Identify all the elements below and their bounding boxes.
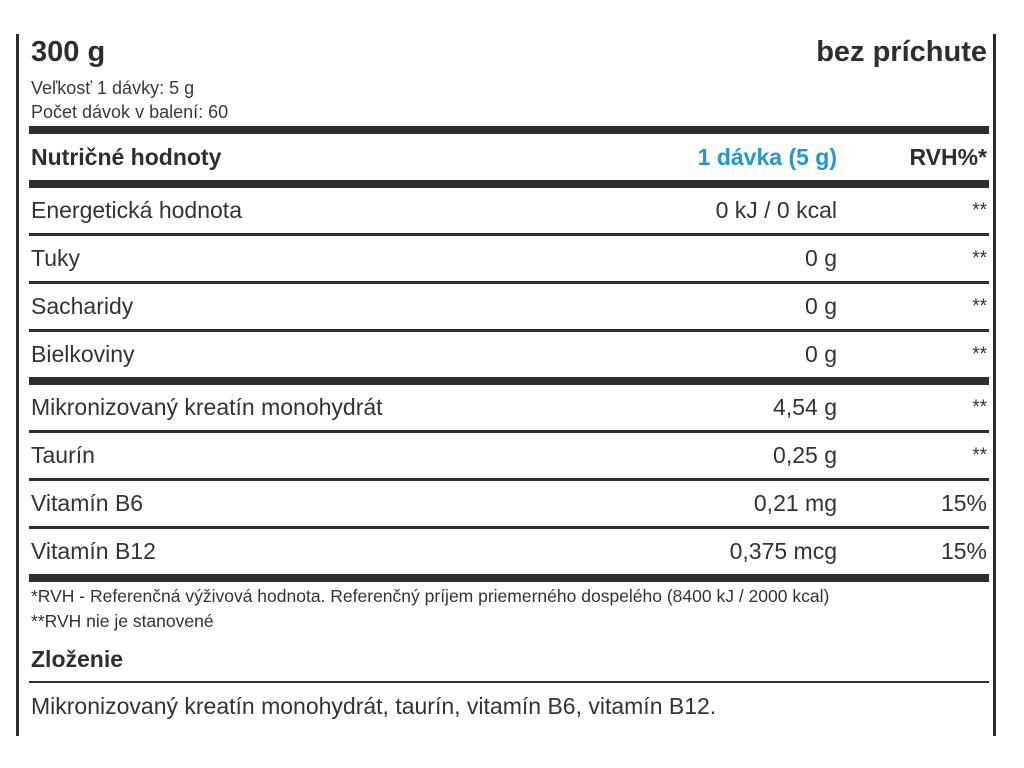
divider-thick [29, 180, 989, 188]
nutrient-rvh: ** [972, 444, 987, 466]
table-row [29, 433, 989, 478]
nutrient-amount: 0 kJ / 0 kcal [715, 197, 837, 223]
nutrient-name: Vitamín B6 [31, 490, 144, 516]
nutrient-name: Vitamín B12 [31, 538, 156, 564]
nutrient-amount: 0,25 g [773, 442, 837, 468]
nutrient-name: Bielkoviny [31, 341, 135, 367]
nutrient-name: Taurín [31, 442, 95, 468]
table-row [29, 332, 989, 377]
flavor-label: bez príchute [816, 36, 987, 68]
nutrient-name: Tuky [31, 245, 80, 271]
divider-thick [29, 377, 989, 385]
table-row [29, 385, 989, 430]
nutrient-name: Sacharidy [31, 293, 134, 319]
nutrient-amount: 0 g [805, 245, 837, 271]
divider-thin [29, 681, 989, 683]
composition-text: Mikronizovaný kreatín monohydrát, taurín, vitamín B6, vitamín B12. [31, 693, 717, 719]
nutrient-amount: 0 g [805, 293, 837, 319]
package-weight: 300 g [31, 36, 106, 68]
nutrient-rvh: ** [972, 247, 987, 269]
nutrient-rvh: 15% [940, 490, 987, 516]
nutrient-rvh: ** [972, 396, 987, 418]
rvh-footnote: *RVH - Referenčná výživová hodnota. Referenčný príjem priemerného dospelého (8400 kJ / 2000 kcal) [31, 586, 830, 606]
nutrient-name: Energetická hodnota [31, 197, 242, 223]
header-serving: 1 dávka (5 g) [697, 143, 837, 170]
nutrient-name: Mikronizovaný kreatín monohydrát [31, 394, 383, 420]
nutrient-amount: 0,375 mcg [729, 538, 837, 564]
nutrition-label [16, 34, 996, 736]
label-header [29, 34, 989, 126]
nutrient-amount: 0 g [805, 341, 837, 367]
divider-thick [29, 126, 989, 134]
not-set-footnote: **RVH nie je stanovené [31, 611, 214, 631]
servings-per-pack: Počet dávok v balení: 60 [31, 102, 229, 122]
divider-thick [29, 574, 989, 582]
nutrient-rvh: ** [972, 199, 987, 221]
nutrient-amount: 0,21 mg [753, 490, 837, 516]
table-row [29, 188, 989, 233]
nutrient-rvh: 15% [940, 538, 987, 564]
nutrient-amount: 4,54 g [773, 394, 837, 420]
table-header [29, 134, 989, 180]
serving-size: Veľkosť 1 dávky: 5 g [31, 78, 195, 98]
nutrient-rvh: ** [972, 295, 987, 317]
header-nutrients: Nutričné hodnoty [31, 143, 222, 170]
label-content [29, 34, 989, 720]
header-rvh: RVH%* [909, 143, 987, 170]
table-row [29, 236, 989, 281]
table-row [29, 529, 989, 574]
composition-title: Zloženie [31, 646, 124, 672]
table-row [29, 284, 989, 329]
table-row [29, 481, 989, 526]
nutrient-rvh: ** [972, 343, 987, 365]
